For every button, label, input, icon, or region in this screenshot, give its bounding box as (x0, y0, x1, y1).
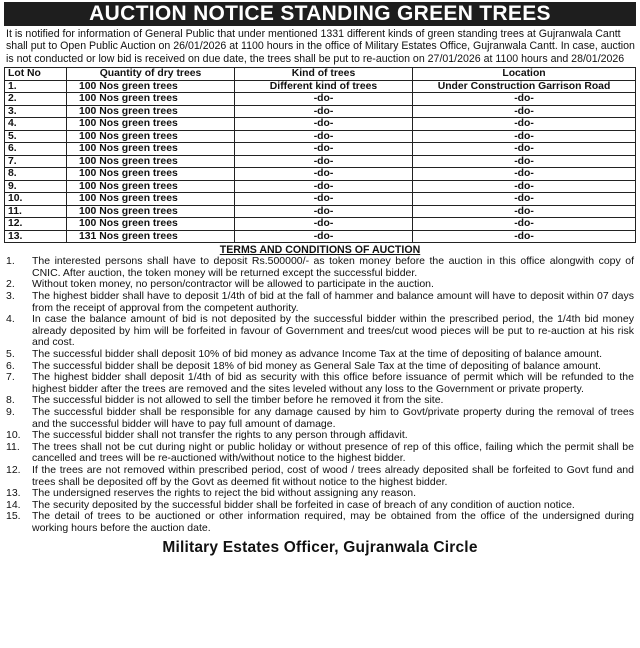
quantity-cell: 100 Nos green trees (67, 118, 235, 131)
term-text: Without token money, no person/contractor will be allowed to participate in the auction. (32, 278, 434, 291)
term-text: The successful bidder is not allowed to sell the timber before he removed it from the site. (32, 394, 444, 407)
kind-cell: -do- (235, 93, 413, 106)
list-item (4, 372, 636, 395)
terms-list (4, 256, 636, 534)
table-row (5, 80, 636, 93)
kind-cell: -do- (235, 193, 413, 206)
list-item (4, 430, 636, 442)
table-header-row (5, 68, 636, 81)
term-text: The successful bidder shall be deposit 18% of bid money as General Sale Tax at the time of depositing of balance amount. (32, 359, 601, 372)
lot-cell: 6. (5, 143, 67, 156)
list-item (4, 465, 636, 488)
quantity-cell: 100 Nos green trees (67, 105, 235, 118)
table-row (5, 218, 636, 231)
table-row (5, 230, 636, 243)
term-number: 11. (6, 440, 20, 453)
location-cell: -do- (413, 130, 636, 143)
quantity-cell: 100 Nos green trees (67, 168, 235, 181)
kind-cell: -do- (235, 105, 413, 118)
table-body (5, 80, 636, 243)
location-cell: -do- (413, 193, 636, 206)
term-text: If the trees are not removed within prescribed period, cost of wood / trees already deposited shall be forfeited to Govt fund and trees shall be deposited off by the Govt as deemed fit without notice to the highest bidder. (32, 463, 634, 488)
list-item (4, 442, 636, 465)
quantity-cell: 100 Nos green trees (67, 205, 235, 218)
kind-cell: -do- (235, 180, 413, 193)
table-row (5, 130, 636, 143)
header-kind: Kind of trees (235, 68, 413, 81)
location-cell: -do- (413, 93, 636, 106)
location-cell: -do- (413, 205, 636, 218)
header-quantity: Quantity of dry trees (67, 68, 235, 81)
lot-cell: 12. (5, 218, 67, 231)
location-cell: -do- (413, 180, 636, 193)
list-item (4, 349, 636, 361)
term-number: 5. (6, 347, 15, 360)
kind-cell: -do- (235, 205, 413, 218)
trees-table (4, 67, 636, 243)
quantity-cell: 100 Nos green trees (67, 218, 235, 231)
term-number: 1. (6, 255, 15, 268)
term-text: The detail of trees to be auctioned or other information required, may be obtained from the office of the undersigned during working hours before the auction date. (32, 510, 634, 534)
term-number: 6. (6, 359, 15, 372)
signature-line: Military Estates Officer, Gujranwala Circle (162, 539, 478, 557)
notice-title: AUCTION NOTICE STANDING GREEN TREES (4, 2, 636, 26)
list-item (4, 407, 636, 430)
term-text: The trees shall not be cut during night or public holiday or without presence of rep of this office, failing which the permit shall be cancelled and trees will be re-auctioned with/without notice to the highest bidder. (32, 440, 634, 465)
term-number: 9. (6, 405, 15, 418)
term-text: The security deposited by the successful bidder shall be forfeited in case of breach of any condition of auction notice. (32, 498, 575, 511)
quantity-cell: 131 Nos green trees (67, 230, 235, 243)
location-cell: -do- (413, 155, 636, 168)
auction-notice (0, 2, 640, 648)
term-text: In case the balance amount of bid is not deposited by the successful bidder within the prescribed period, the 1/4th bid money already deposited by him will be forfeited in favour of Government and trees/cut wood pieces will be put to re-auction at his risk and cost. (32, 313, 634, 349)
lot-cell: 4. (5, 118, 67, 131)
list-item (4, 511, 636, 534)
terms-heading: TERMS AND CONDITIONS OF AUCTION (219, 244, 421, 257)
quantity-cell: 100 Nos green trees (67, 155, 235, 168)
kind-cell: -do- (235, 143, 413, 156)
term-text: The highest bidder shall deposit 1/4th of bid as security with this office before issuance of permit which will be refunded to the highest bidder after the trees are removed and the sites leveled without any loss to the Government or private property. (32, 371, 634, 395)
table-row (5, 105, 636, 118)
location-cell: Under Construction Garrison Road (413, 80, 636, 93)
term-text: The highest bidder shall have to deposit 1/4th of bid at the fall of hammer and balance amount will have to deposit within 07 days from the receipt of approval from the competent authority. (32, 290, 634, 314)
term-number: 10. (6, 429, 21, 442)
term-text: The successful bidder shall not transfer the rights to any person through affidavit. (32, 429, 408, 442)
lot-cell: 7. (5, 155, 67, 168)
term-number: 8. (6, 394, 15, 407)
term-number: 7. (6, 371, 15, 384)
kind-cell: -do- (235, 230, 413, 243)
location-cell: -do- (413, 230, 636, 243)
kind-cell: -do- (235, 118, 413, 131)
list-item (4, 291, 636, 314)
term-text: The interested persons shall have to deposit Rs.500000/- as token money before the auction in this office alongwith copy of CNIC. After auction, the token money will be returned except the successful bidder. (32, 255, 634, 279)
table-row (5, 193, 636, 206)
quantity-cell: 100 Nos green trees (67, 130, 235, 143)
kind-cell: -do- (235, 218, 413, 231)
intro-paragraph: It is notified for information of General Public that under mentioned 1331 different kinds of green standing trees at Gujranwala Cantt shall put to Open Public Auction on 26/01/2026 at 1100 hours in the office of Military Estates Office, Gujranwala Cantt. In case, auction is not conducted or low bid is received on due date, the trees shall be put to re-auction on 27/01/2026 at 1100 hours and 28/01/2026 (6, 28, 635, 65)
kind-cell: Different kind of trees (235, 80, 413, 93)
table-row (5, 155, 636, 168)
term-text: The successful bidder shall be responsible for any damage caused by him to Govt/private property during the removal of trees and the successful bidder will have to pay full amount of damage. (32, 405, 634, 430)
lot-cell: 9. (5, 180, 67, 193)
term-number: 4. (6, 313, 15, 326)
location-cell: -do- (413, 143, 636, 156)
lot-cell: 10. (5, 193, 67, 206)
kind-cell: -do- (235, 155, 413, 168)
header-lot-no: Lot No (5, 68, 67, 81)
term-text: The successful bidder shall deposit 10% of bid money as advance Income Tax at the time of depositing of balance amount. (32, 347, 603, 360)
kind-cell: -do- (235, 168, 413, 181)
term-number: 12. (6, 463, 21, 476)
table-row (5, 118, 636, 131)
quantity-cell: 100 Nos green trees (67, 80, 235, 93)
list-item (4, 314, 636, 349)
lot-cell: 8. (5, 168, 67, 181)
lot-cell: 3. (5, 105, 67, 118)
lot-cell: 5. (5, 130, 67, 143)
location-cell: -do- (413, 168, 636, 181)
term-text: The undersigned reserves the rights to reject the bid without assigning any reason. (32, 487, 417, 500)
lot-cell: 11. (5, 205, 67, 218)
table-row (5, 93, 636, 106)
quantity-cell: 100 Nos green trees (67, 143, 235, 156)
list-item (4, 256, 636, 279)
quantity-cell: 100 Nos green trees (67, 193, 235, 206)
quantity-cell: 100 Nos green trees (67, 93, 235, 106)
table-row (5, 168, 636, 181)
table-row (5, 143, 636, 156)
term-number: 3. (6, 290, 15, 302)
lot-cell: 1. (5, 80, 67, 93)
lot-cell: 2. (5, 93, 67, 106)
header-location: Location (413, 68, 636, 81)
term-number: 13. (6, 487, 21, 500)
kind-cell: -do- (235, 130, 413, 143)
list-item (4, 488, 636, 500)
quantity-cell: 100 Nos green trees (67, 180, 235, 193)
location-cell: -do- (413, 118, 636, 131)
term-number: 14. (6, 498, 21, 511)
term-number: 15. (6, 510, 21, 523)
table-row (5, 205, 636, 218)
lot-cell: 13. (5, 230, 67, 243)
location-cell: -do- (413, 218, 636, 231)
table-row (5, 180, 636, 193)
term-number: 2. (6, 278, 15, 291)
location-cell: -do- (413, 105, 636, 118)
